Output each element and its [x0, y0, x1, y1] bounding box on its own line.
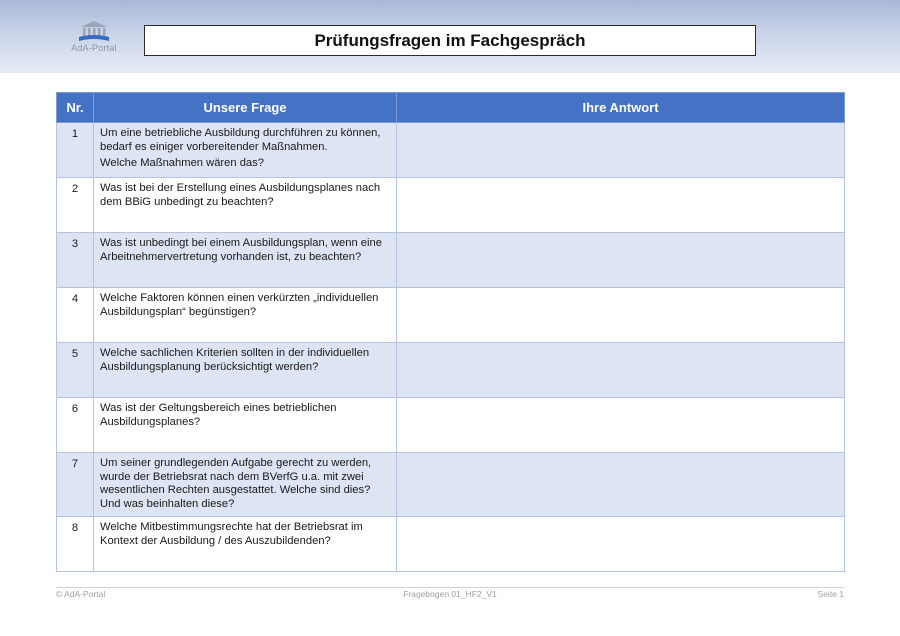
answer-cell[interactable] [397, 233, 845, 288]
row-number: 2 [57, 178, 94, 233]
question-extra-text: Welche Maßnahmen wären das? [100, 157, 264, 170]
column-header-nr: Nr. [57, 93, 94, 123]
answer-cell[interactable] [397, 288, 845, 343]
question-cell [94, 343, 397, 398]
table-row [57, 453, 845, 517]
table-row [57, 288, 845, 343]
answer-cell[interactable] [397, 453, 845, 517]
question-cell [94, 398, 397, 453]
question-text: Was ist der Geltungsbereich eines betrieblichen Ausbildungsplanes? [100, 402, 337, 428]
table-header-row [57, 93, 845, 123]
answer-cell[interactable] [397, 398, 845, 453]
footer-divider [56, 587, 844, 588]
answer-cell[interactable] [397, 178, 845, 233]
question-text: Was ist bei der Erstellung eines Ausbildungsplanes nach dem BBiG unbedingt zu beachten? [100, 182, 381, 208]
question-cell [94, 517, 397, 572]
row-number: 6 [57, 398, 94, 453]
question-cell [94, 288, 397, 343]
book-building-icon [77, 20, 111, 42]
row-number: 1 [57, 123, 94, 178]
footer-page-number: Seite 1 [817, 589, 844, 599]
row-number: 8 [57, 517, 94, 572]
question-text: Welche Mitbestimmungsrechte hat der Betriebsrat im Kontext der Ausbildung / des Auszubildenden? [100, 521, 363, 547]
question-cell [94, 233, 397, 288]
page-title: Prüfungsfragen im Fachgespräch [144, 25, 756, 56]
answer-cell[interactable] [397, 343, 845, 398]
table-row [57, 178, 845, 233]
row-number: 7 [57, 453, 94, 517]
row-number: 3 [57, 233, 94, 288]
question-text: Was ist unbedingt bei einem Ausbildungsplan, wenn eine Arbeitnehmervertretung vorhanden ist, zu beachten? [100, 237, 382, 263]
column-header-question: Unsere Frage [94, 93, 397, 123]
logo-text: AdA-Portal [71, 43, 117, 53]
question-text: Welche sachlichen Kriterien sollten in der individuellen Ausbildungsplanung berücksichtigt werden? [100, 347, 370, 373]
answer-cell[interactable] [397, 517, 845, 572]
question-cell [94, 123, 397, 178]
table-row [57, 123, 845, 178]
table-row [57, 517, 845, 572]
question-text: Welche Faktoren können einen verkürzten „individuellen Ausbildungsplan“ begünstigen? [100, 292, 379, 318]
row-number: 5 [57, 343, 94, 398]
footer-copyright: © AdA-Portal [56, 589, 106, 599]
question-cell [94, 178, 397, 233]
table-row [57, 233, 845, 288]
ada-portal-logo [64, 20, 124, 60]
question-text: Um seiner grundlegenden Aufgabe gerecht zu werden, wurde der Betriebsrat nach dem BVerfG u.a. mit zwei wesentlichen Rechten ausgestattet. Welche sind dies? Und was beinhalten diese? [100, 457, 372, 510]
table-row [57, 398, 845, 453]
answer-cell[interactable] [397, 123, 845, 178]
footer-document-id: Fragebogen 01_HF2_V1 [403, 589, 497, 599]
column-header-answer: Ihre Antwort [397, 93, 845, 123]
row-number: 4 [57, 288, 94, 343]
table-row [57, 343, 845, 398]
questions-table [56, 92, 845, 572]
question-text: Um eine betriebliche Ausbildung durchführen zu können, bedarf es einiger vorbereitender Maßnahmen. [100, 127, 381, 153]
question-cell [94, 453, 397, 517]
